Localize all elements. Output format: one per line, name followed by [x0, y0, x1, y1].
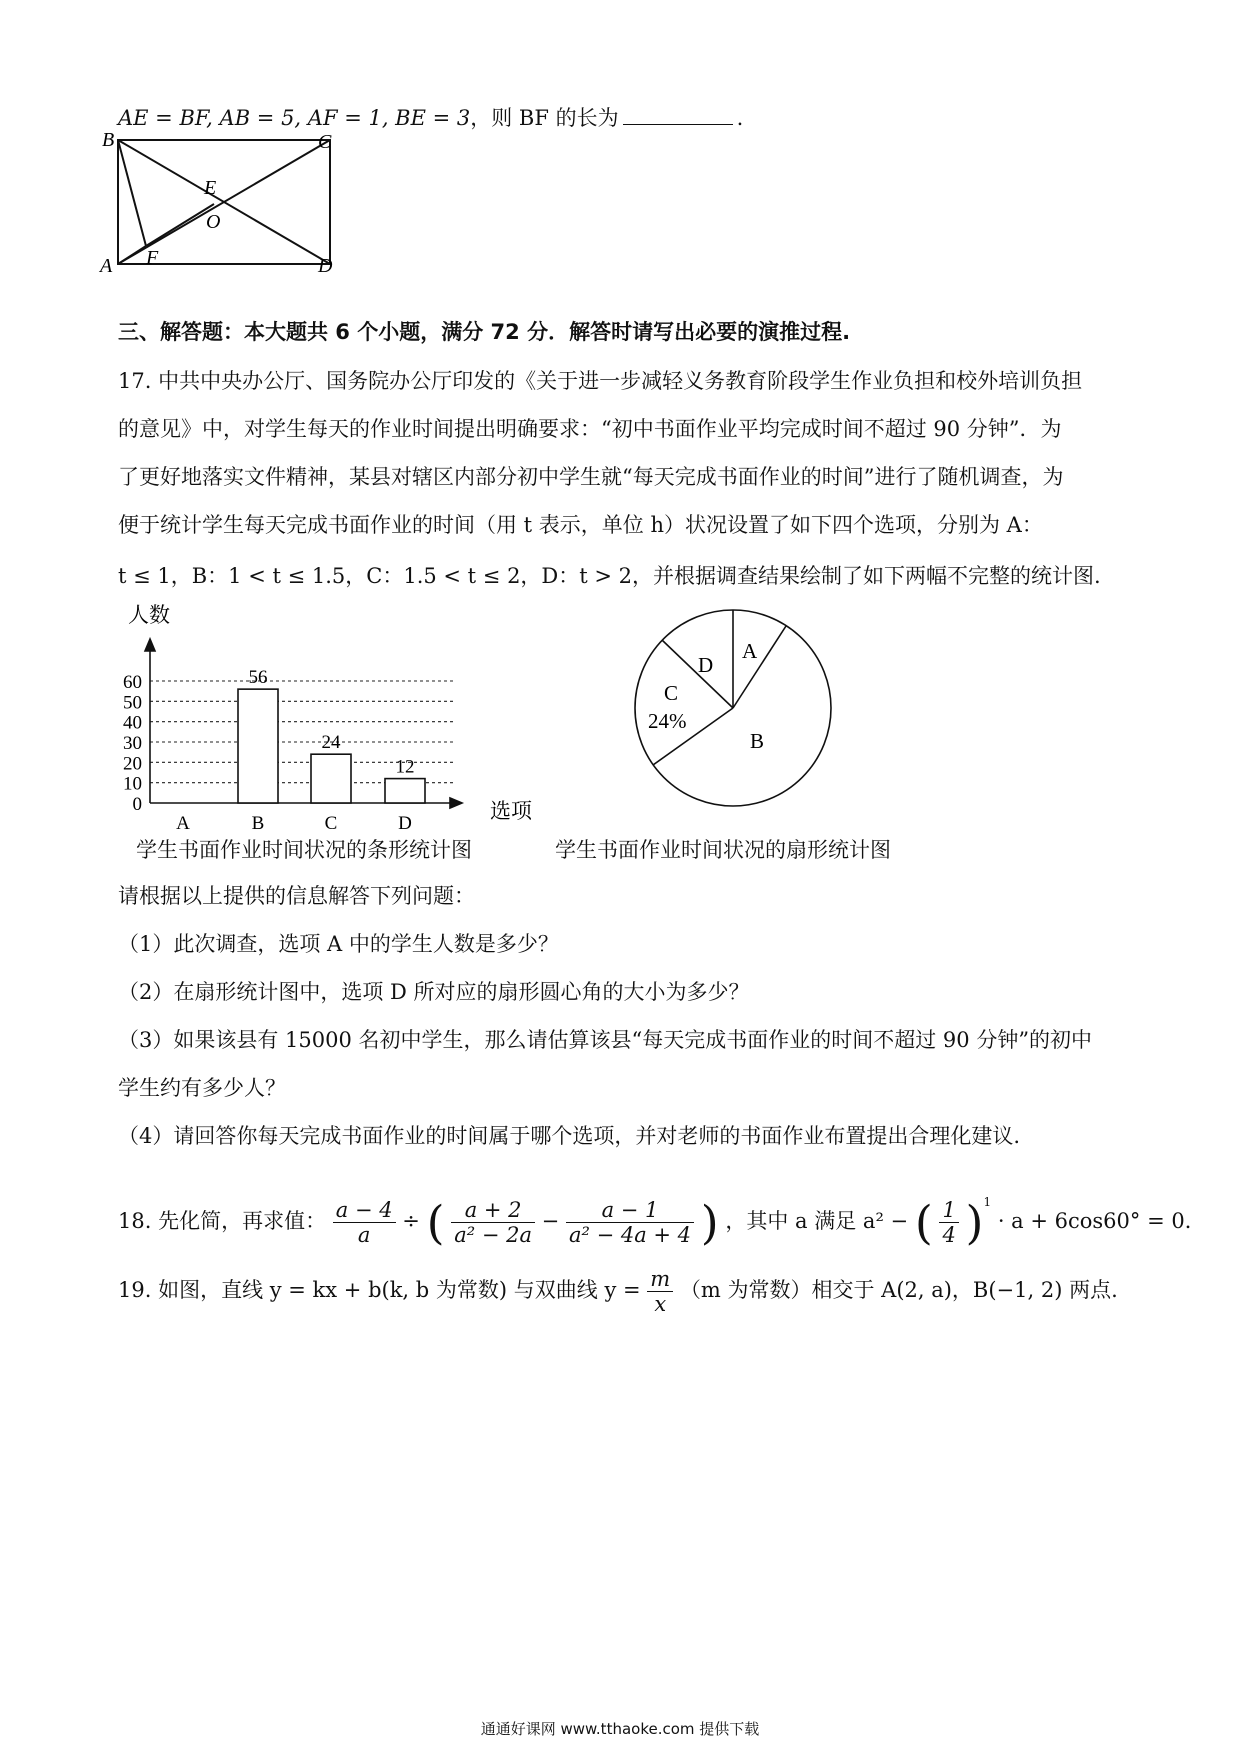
- answer-blank[interactable]: [623, 106, 733, 125]
- q19-fraction: $\frac{m}{x}$: [647, 1267, 673, 1316]
- bar-c: [311, 754, 351, 803]
- label-f: F: [146, 247, 159, 269]
- x-tick-label: D: [398, 813, 412, 830]
- q18-line: 18. 先化简，再求值： $\frac{a - 4}{a}$ ÷ ( $\frac{a + 2}{\text{a² − 2a}}$ − $\frac{a - 1}{\text{a² − 4a + 4}}$ ) ，其中 a 满足 a² − ( $\frac{1}{4}$ )$^1$ · a + 6cos60° = 0．: [118, 1195, 1206, 1250]
- footer-text: 通通好课网 www.tthaoke.com 提供下载: [480, 1720, 760, 1738]
- y-tick-label: 30: [123, 733, 142, 754]
- label-c: C: [318, 131, 332, 153]
- y-tick-label: 50: [123, 692, 142, 714]
- q18-condition-end: · a + 6cos60° = 0．: [997, 1209, 1206, 1233]
- y-tick-label: 10: [123, 773, 142, 795]
- q19-line: [118, 1262, 1118, 1322]
- q17-sub3b: 学生约有多少人？: [118, 1076, 286, 1100]
- y-tick-label: 60: [123, 672, 142, 693]
- label-b: B: [102, 129, 115, 151]
- q18-minus: −: [541, 1209, 560, 1233]
- q16-condition: AE = BF, AB = 5, AF = 1, BE = 3: [118, 106, 471, 130]
- pie-label-c-percent: 24%: [648, 709, 687, 733]
- y-tick-label: 0: [132, 794, 142, 815]
- segment-fe: [146, 204, 214, 246]
- x-tick-label: C: [324, 813, 338, 830]
- q18-fraction-1: $\frac{a - 4}{a}$: [333, 1198, 396, 1247]
- bar-chart-caption: 学生书面作业时间状况的条形统计图: [136, 838, 472, 862]
- label-e: E: [204, 177, 217, 199]
- pie-divider-ab: [733, 626, 786, 708]
- q17-prompt: 请根据以上提供的信息解答下列问题：: [118, 884, 475, 908]
- label-d: D: [318, 255, 333, 277]
- segment-af: [118, 246, 146, 264]
- y-tick-label: 20: [123, 753, 142, 775]
- q18-exponent: 1: [983, 1195, 992, 1209]
- pie-chart-caption: 学生书面作业时间状况的扇形统计图: [555, 838, 891, 862]
- y-axis-arrow: [145, 639, 155, 651]
- q17-line4: 便于统计学生每天完成书面作业的时间（用 t 表示，单位 h）状况设置了如下四个选项，分别为 A：: [118, 513, 1043, 537]
- pie-label-c: C: [664, 681, 679, 705]
- pie-label-a: A: [742, 639, 758, 663]
- label-o: O: [206, 211, 221, 233]
- q18-fraction-4: $\frac{1}{4}$: [939, 1198, 958, 1247]
- bar-xlabel: 选项: [490, 799, 532, 823]
- bar-data-label: 24: [321, 732, 341, 754]
- q17-sub1: （1）此次调查，选项 A 中的学生人数是多少？: [118, 932, 559, 956]
- q19-text2: （m 为常数）相交于 A(2, a)，B(−1, 2) 两点.: [679, 1278, 1118, 1302]
- bar-ylabel: 人数: [128, 603, 170, 627]
- q17-sub4: （4）请回答你每天完成书面作业的时间属于哪个选项，并对老师的书面作业布置提出合理化建议.: [118, 1124, 1021, 1148]
- q18-div: ÷: [402, 1209, 420, 1233]
- label-a: A: [100, 255, 113, 277]
- section-heading: 三、解答题：本大题共 6 个小题，满分 72 分．解答时请写出必要的演推过程.: [118, 320, 851, 344]
- bar-data-label: 12: [395, 756, 415, 778]
- q18-condition: ，其中 a 满足 a² −: [725, 1209, 909, 1233]
- q18-fraction-3: $\frac{a - 1}{\text{a² − 4a + 4}}$: [566, 1198, 694, 1247]
- bar-data-label: 56: [248, 667, 268, 689]
- pie-chart: [620, 600, 860, 820]
- q17-line3: 了更好地落实文件精神，某县对辖区内部分初中学生就“每天完成书面作业的时间”进行了随机调查，为: [118, 465, 1064, 489]
- pie-label-b: B: [750, 729, 765, 753]
- q18-prefix: 18. 先化简，再求值：: [118, 1209, 327, 1233]
- q17-line5: t ≤ 1，B：1 < t ≤ 1.5，C：1.5 < t ≤ 2，D：t > 2，并根据调查结果绘制了如下两幅不完整的统计图.: [118, 564, 1101, 588]
- x-axis-arrow: [450, 798, 462, 808]
- q17-sub3a: （3）如果该县有 15000 名初中学生，那么请估算该县“每天完成书面作业的时间不超过 90 分钟”的初中: [118, 1028, 1093, 1052]
- q17-line1: 17. 中共中央办公厅、国务院办公厅印发的《关于进一步减轻义务教育阶段学生作业负担和校外培训负担: [118, 369, 1083, 393]
- q17-sub2: （2）在扇形统计图中，选项 D 所对应的扇形圆心角的大小为多少？: [118, 980, 750, 1004]
- segment-bf: [118, 140, 146, 246]
- q17-line2: 的意见》中，对学生每天的作业时间提出明确要求：“初中书面作业平均完成时间不超过 90 分钟”．为: [118, 417, 1062, 441]
- rectangle-figure: [96, 128, 356, 308]
- x-tick-label: A: [176, 813, 190, 830]
- y-tick-label: 40: [123, 712, 142, 734]
- q16-ask: ，则 BF 的长为: [470, 106, 619, 130]
- q19-text: 19. 如图，直线 y = kx + b(k, b 为常数) 与双曲线 y =: [118, 1278, 641, 1302]
- pie-label-d: D: [698, 653, 714, 677]
- q16-end: .: [736, 106, 744, 130]
- bar-d: [385, 779, 425, 803]
- bar-b: [238, 689, 278, 803]
- q18-fraction-2: $\frac{a + 2}{\text{a² − 2a}}$: [451, 1198, 535, 1247]
- x-tick-label: B: [251, 813, 265, 830]
- bar-chart: [110, 600, 550, 830]
